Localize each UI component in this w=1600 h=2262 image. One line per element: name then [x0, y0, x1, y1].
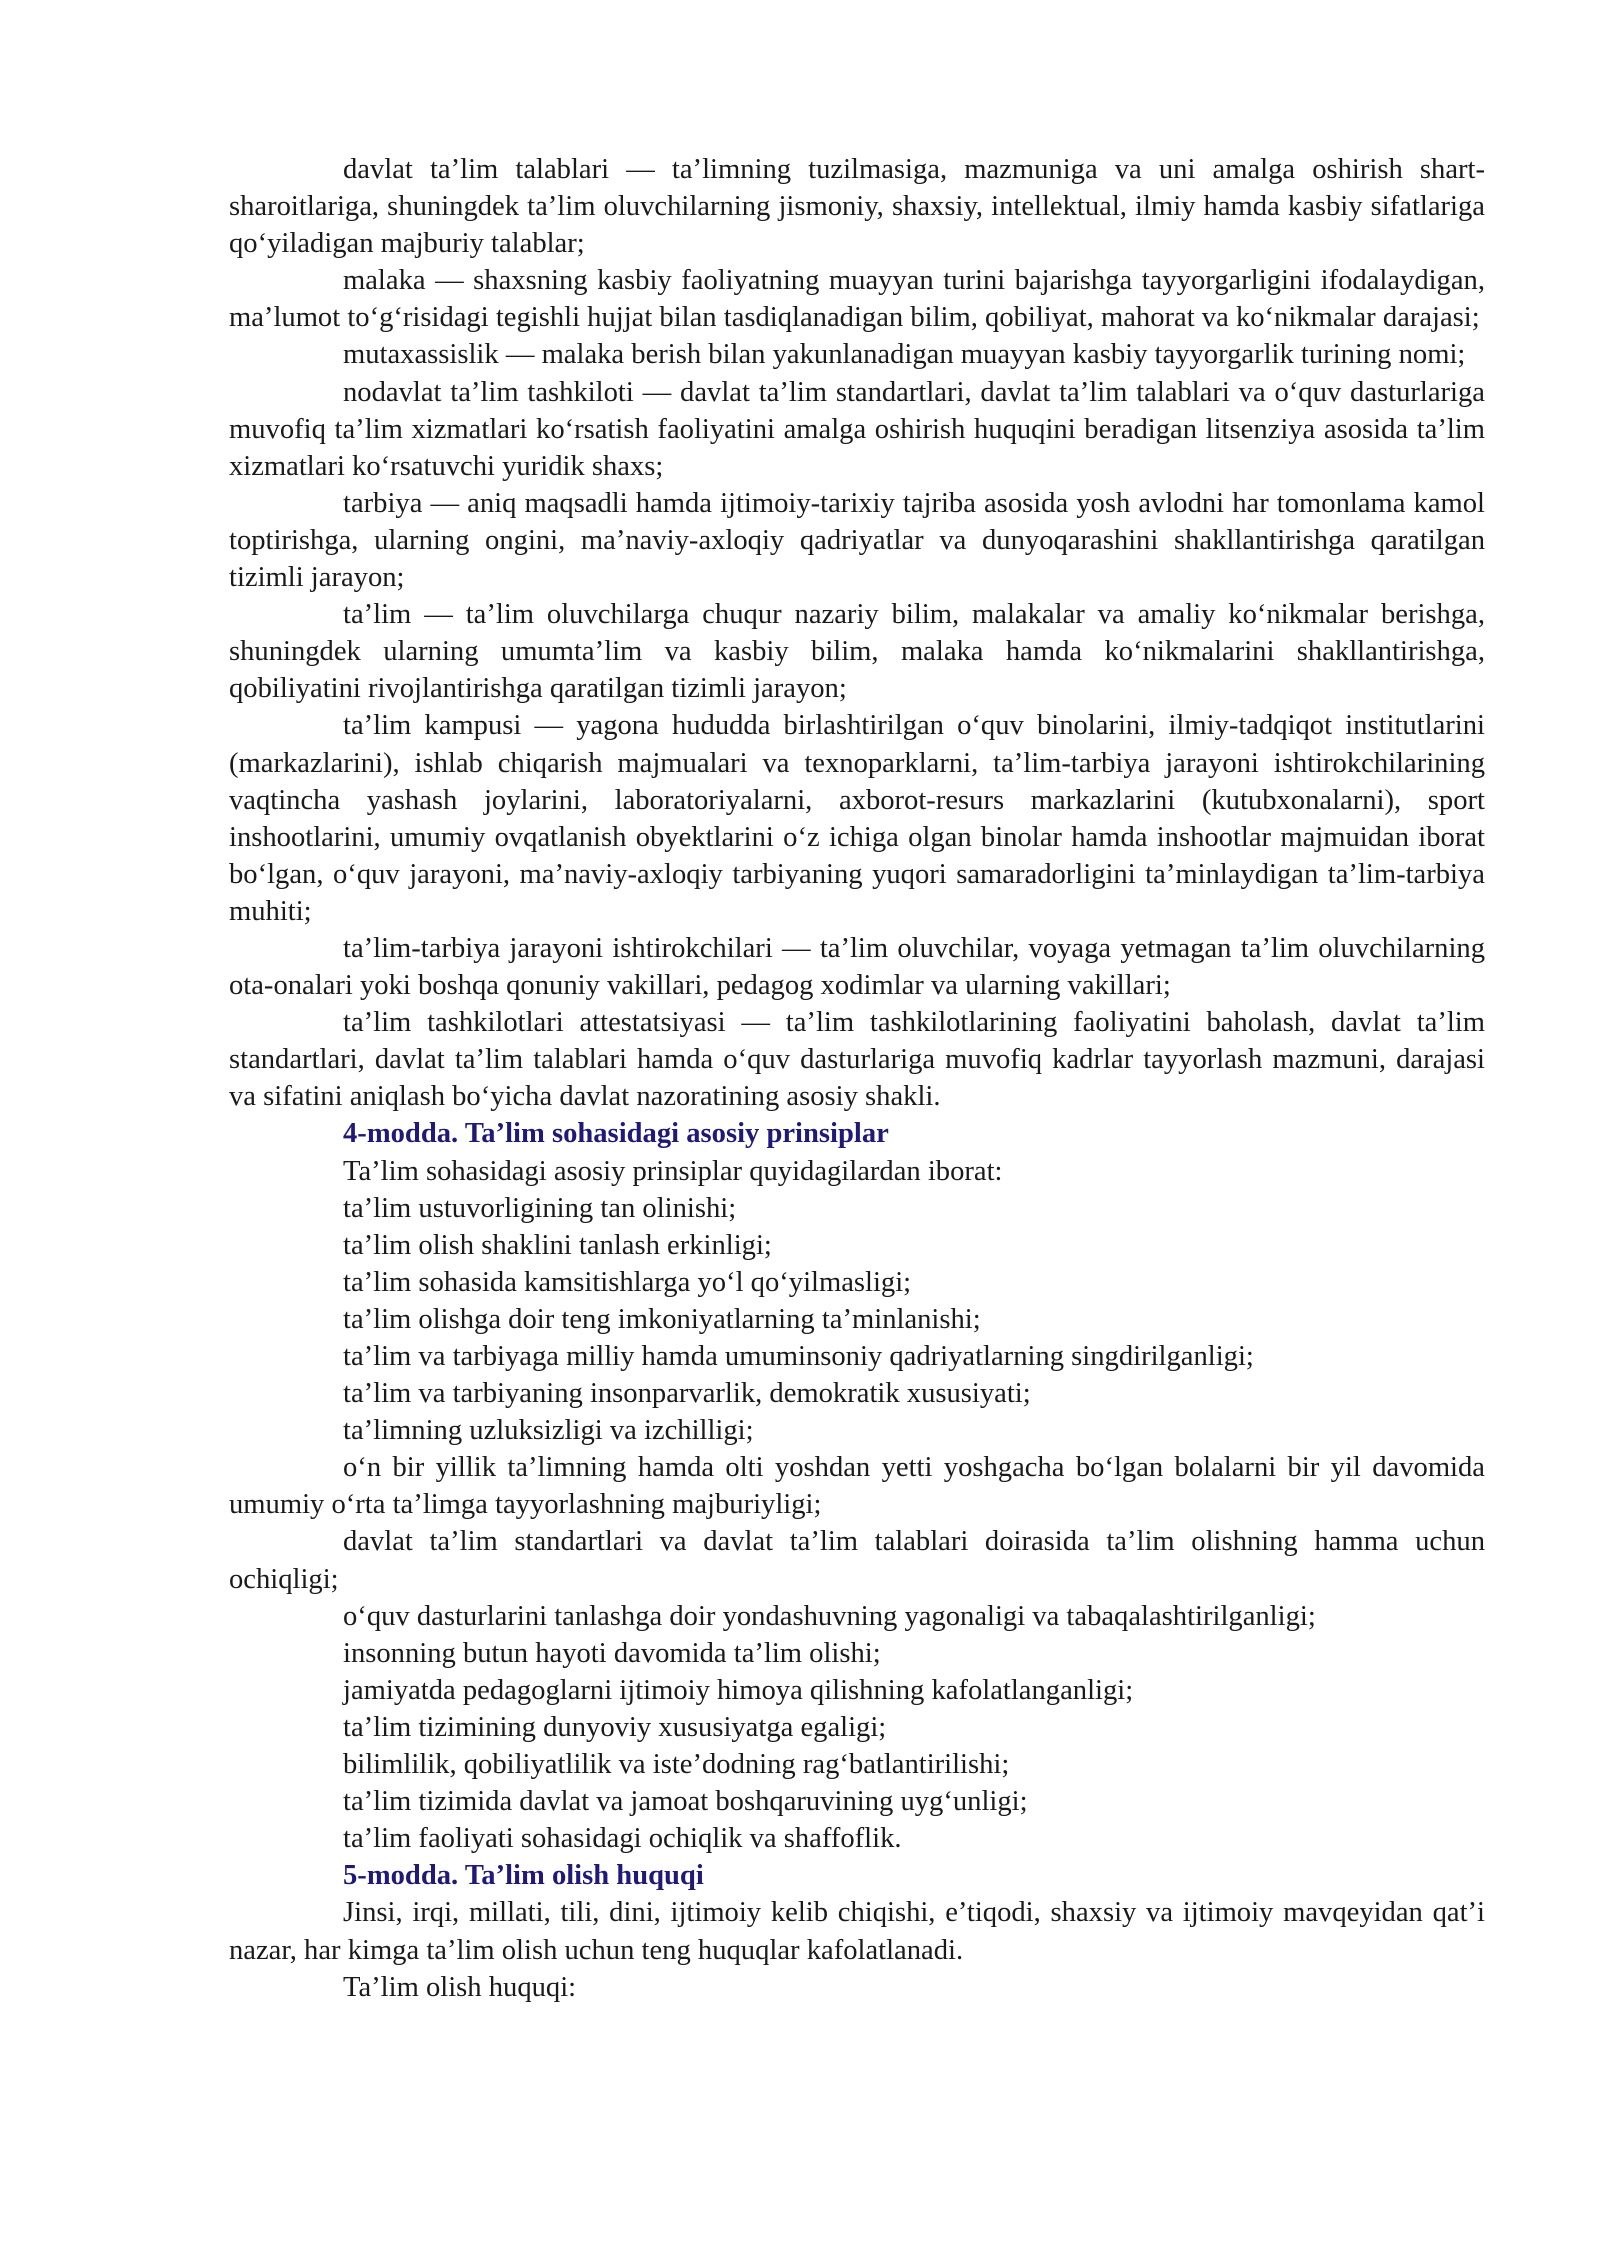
article-4-item: bilimlilik, qobiliyatlilik va iste’dodning rag‘batlantirilishi; [343, 1749, 1010, 1781]
article-4-item: davlat ta’lim standartlari va davlat ta’lim talablari doirasida ta’lim olishning hamma uchun ochiqligi; [229, 1526, 1485, 1595]
article-4-item: ta’lim va tarbiyaning insonparvarlik, demokratik xususiyati; [343, 1378, 1031, 1410]
article-4-item: ta’lim va tarbiyaga milliy hamda umuminsoniy qadriyatlarning singdirilganligi; [343, 1341, 1254, 1372]
article-4-item: ta’lim tizimida davlat va jamoat boshqaruvining uyg‘unligi; [343, 1786, 1028, 1818]
document-page [229, 151, 1485, 2006]
definition-paragraph: malaka — shaxsning kasbiy faoliyatning muayyan turini bajarishga tayyorgarligini ifodalaydigan, ma’lumot to‘g‘risidagi tegishli hujjat bilan tasdiqlanadigan bilim, qobiliyat, mahorat va ko‘nikmalar darajasi; [229, 265, 1485, 334]
article-5-item: Jinsi, irqi, millati, tili, dini, ijtimoiy kelib chiqishi, e’tiqodi, shaxsiy va ijtimoiy mavqeyidan qat’i nazar, har kimga ta’lim olish uchun teng huquqlar kafolatlanadi. [229, 1897, 1485, 1966]
article-4-item: o‘n bir yillik ta’limning hamda olti yoshdan yetti yoshgacha bo‘lgan bolalarni bir yil davomida umumiy o‘rta ta’limga tayyorlashning majburiyligi; [229, 1452, 1485, 1521]
article-4-item: ta’lim faoliyati sohasidagi ochiqlik va shaffoflik. [343, 1823, 902, 1855]
definition-paragraph: nodavlat ta’lim tashkiloti — davlat ta’lim standartlari, davlat ta’lim talablari va o‘quv dasturlariga muvofiq ta’lim xizmatlari ko‘rsatish faoliyatini amalga oshirish huquqini beradigan litsenziya asosida ta’lim xizmatlari ko‘rsatuvchi yuridik shaxs; [229, 376, 1485, 482]
definition-paragraph: davlat ta’lim talablari — ta’limning tuzilmasiga, mazmuniga va uni amalga oshirish shart-sharoitlariga, shuningdek ta’lim oluvchilarning jismoniy, shaxsiy, intellektual, ilmiy hamda kasbiy sifatlariga qo‘yiladigan majburiy talablar; [229, 154, 1485, 260]
article-4-item: ta’lim olishga doir teng imkoniyatlarning ta’minlanishi; [343, 1303, 981, 1335]
article-4-item: ta’lim sohasida kamsitishlarga yo‘l qo‘yilmasligi; [343, 1266, 912, 1298]
article-4-item: insonning butun hayoti davomida ta’lim olishi; [343, 1637, 881, 1669]
article-4-item: ta’lim olish shaklini tanlash erkinligi; [343, 1229, 772, 1261]
article-5-heading: 5-modda. Ta’lim olish huquqi [343, 1860, 704, 1892]
definition-paragraph: mutaxassislik — malaka berish bilan yakunlanadigan muayyan kasbiy tayyorgarlik turining nomi; [343, 339, 1466, 371]
article-4-item: jamiyatda pedagoglarni ijtimoiy himoya qilishning kafolatlanganligi; [343, 1674, 1134, 1706]
definition-paragraph: ta’lim — ta’lim oluvchilarga chuqur nazariy bilim, malakalar va amaliy ko‘nikmalar berishga, shuningdek ularning umumta’lim va kasbiy bilim, malaka hamda ko‘nikmalarini shakllantirishga, qobiliyatini rivojlantirishga qaratilgan tizimli jarayon; [229, 599, 1485, 705]
definition-paragraph: ta’lim tashkilotlari attestatsiyasi — ta’lim tashkilotlarining faoliyatini baholash, davlat ta’lim standartlari, davlat ta’lim talablari hamda o‘quv dasturlariga muvofiq kadrlar tayyorlash mazmuni, darajasi va sifatini aniqlash bo‘yicha davlat nazoratining asosiy shakli. [229, 1007, 1485, 1113]
article-4-item: Ta’lim sohasidagi asosiy prinsiplar quyidagilardan iborat: [343, 1155, 1003, 1187]
definition-paragraph: ta’lim-tarbiya jarayoni ishtirokchilari — ta’lim oluvchilar, voyaga yetmagan ta’lim oluvchilarning ota-onalari yoki boshqa qonuniy vakillari, pedagog xodimlar va ularning vakillari; [229, 932, 1485, 1002]
article-4-item: o‘quv dasturlarini tanlashga doir yondashuvning yagonaligi va tabaqalashtirilganligi; [343, 1600, 1316, 1632]
article-4-item: ta’limning uzluksizligi va izchilligi; [343, 1415, 754, 1447]
article-5-item: Ta’lim olish huquqi: [343, 1971, 577, 2003]
definition-paragraph: tarbiya — aniq maqsadli hamda ijtimoiy-tarixiy tajriba asosida yosh avlodni har tomonlama kamol toptirishga, ularning ongini, ma’naviy-axloqiy qadriyatlar va dunyoqarashini shakllantirishga qaratilgan tizimli jarayon; [229, 487, 1485, 594]
article-4-heading: 4-modda. Ta’lim sohasidagi asosiy prinsiplar [343, 1118, 889, 1150]
definition-paragraph: ta’lim kampusi — yagona hududda birlashtirilgan o‘quv binolarini, ilmiy-tadqiqot institutlarini (markazlarini), ishlab chiqarish majmualari va texnoparklarni, ta’lim-tarbiya jarayoni ishtirokchilarining vaqtincha yashash joylarini, laboratoriyalarni, axborot-resurs markazlarini (kutubxonalarni), sport inshootlarini, umumiy ovqatlanish obyektlarini o‘z ichiga olgan binolar hamda inshootlar majmuidan iborat bo‘lgan, o‘quv jarayoni, ma’naviy-axloqiy tarbiyaning yuqori samaradorligini ta’minlaydigan ta’lim-tarbiya muhiti; [229, 710, 1485, 927]
article-4-item: ta’lim tizimining dunyoviy xususiyatga egaligi; [343, 1711, 887, 1743]
article-4-item: ta’lim ustuvorligining tan olinishi; [343, 1192, 737, 1224]
